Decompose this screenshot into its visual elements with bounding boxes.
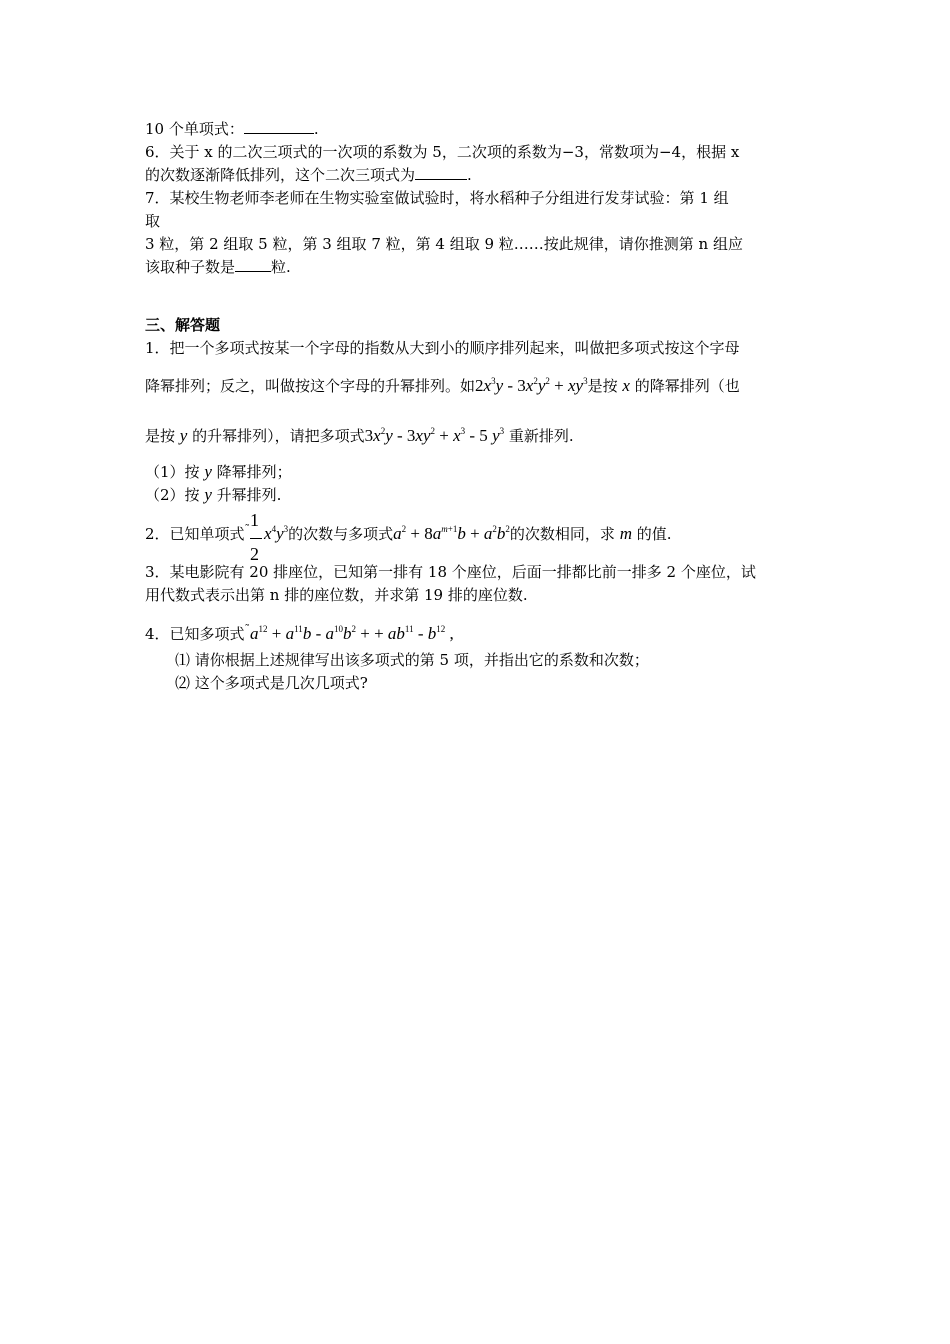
text: .: [313, 120, 319, 138]
problem-1-line-a: 1．把一个多项式按某一个字母的指数从大到小的顺序排列起来，叫做把多项式按这个字母: [145, 339, 740, 357]
text: （1）按: [145, 463, 200, 481]
question-7-line-b: 取: [145, 212, 161, 230]
fraction-numerator: 1: [250, 510, 260, 530]
question-7-line-d: [145, 256, 291, 279]
question-7-line-a: 7．某校生物老师李老师在生物实验室做试验时，将水稻种子分组进行发芽试验：第 1 组: [145, 189, 729, 207]
fraction-denominator: 2: [250, 544, 260, 564]
text: 的次数与多项式: [288, 525, 394, 543]
text: 降幂排列；反之，叫做按这个字母的升幂排列。如: [145, 377, 476, 395]
text: 的值.: [636, 525, 672, 543]
problem-1-line-c: [145, 424, 574, 448]
math-expression: $a^2 + 8a^{m+1}b + a^2b^2$: [393, 524, 510, 543]
tilde-glyph: ˜: [244, 523, 251, 536]
math-var: y: [204, 485, 212, 504]
problem-3-line-b: 用代数式表示出第 n 排的座位数，并求第 19 排的座位数.: [145, 586, 528, 604]
tilde-glyph: ˜: [244, 623, 251, 636]
text: 重新排列.: [508, 427, 574, 445]
math-expression: $a^{12} + a^{11}b - a^{10}b^2$ + + $ab^{11} - b^{12}$ ,: [250, 624, 454, 643]
problem-1-sub-1: [145, 460, 292, 484]
math-var: m: [619, 524, 632, 543]
math-expression: $3x^2y - 3xy^2 + x^3 - 5$ $y^3$: [364, 426, 505, 445]
problem-2: [145, 510, 672, 564]
text: 粒.: [271, 258, 291, 276]
text: 该取种子数是: [145, 258, 236, 276]
line-l1: [145, 118, 319, 141]
problem-4: [145, 618, 454, 646]
text: 的次数相同，求: [509, 525, 615, 543]
answer-blank: [415, 164, 467, 180]
answer-blank: [244, 118, 314, 134]
question-7-line-c: 3 粒，第 2 组取 5 粒，第 3 组取 7 粒，第 4 组取 9 粒……按此规律，请你推测第 n 组应: [145, 235, 743, 253]
math-var: x: [622, 376, 630, 395]
text: 降幂排列；: [216, 463, 292, 481]
fraction-bar: [250, 538, 262, 539]
text: 4．已知多项式: [145, 625, 245, 643]
text: 升幂排列.: [216, 486, 282, 504]
text: （2）按: [145, 486, 200, 504]
text: 2．已知单项式: [145, 525, 245, 543]
text: 的升幂排列），请把多项式: [192, 427, 365, 445]
problem-4-sub-1: ⑴ 请你根据上述规律写出该多项式的第 5 项，并指出它的系数和次数；: [175, 651, 649, 669]
question-6-line-a: 6．关于 x 的二次三项式的一次项的系数为 5，二次项的系数为−3，常数项为−4，根据 x: [145, 143, 740, 161]
answer-blank: [235, 256, 271, 272]
text: 是按: [587, 377, 618, 395]
math-expression: $2x^3y - 3x^2y^2 + xy^3$: [475, 376, 588, 395]
math-var: y: [204, 462, 212, 481]
text: 的降幂排列（也: [634, 377, 740, 395]
problem-1-line-b: [145, 374, 740, 398]
text: 的次数逐渐降低排列，这个二次三项式为: [145, 166, 416, 184]
text: 10 个单项式：: [145, 120, 244, 138]
problem-3-line-a: 3．某电影院有 20 排座位，已知第一排有 18 个座位，后面一排都比前一排多 2 个座位，试: [145, 563, 756, 581]
math-var: y: [179, 426, 188, 445]
problem-1-sub-2: [145, 483, 281, 507]
section-title: 三、解答题: [145, 316, 221, 334]
question-6-line-b: [145, 164, 472, 187]
text: .: [467, 166, 472, 184]
problem-4-sub-2: ⑵ 这个多项式是几次几项式?: [175, 674, 368, 692]
text: 是按: [145, 427, 176, 445]
math-expression: $x^4y^3$: [264, 524, 289, 543]
fraction: [250, 510, 264, 564]
